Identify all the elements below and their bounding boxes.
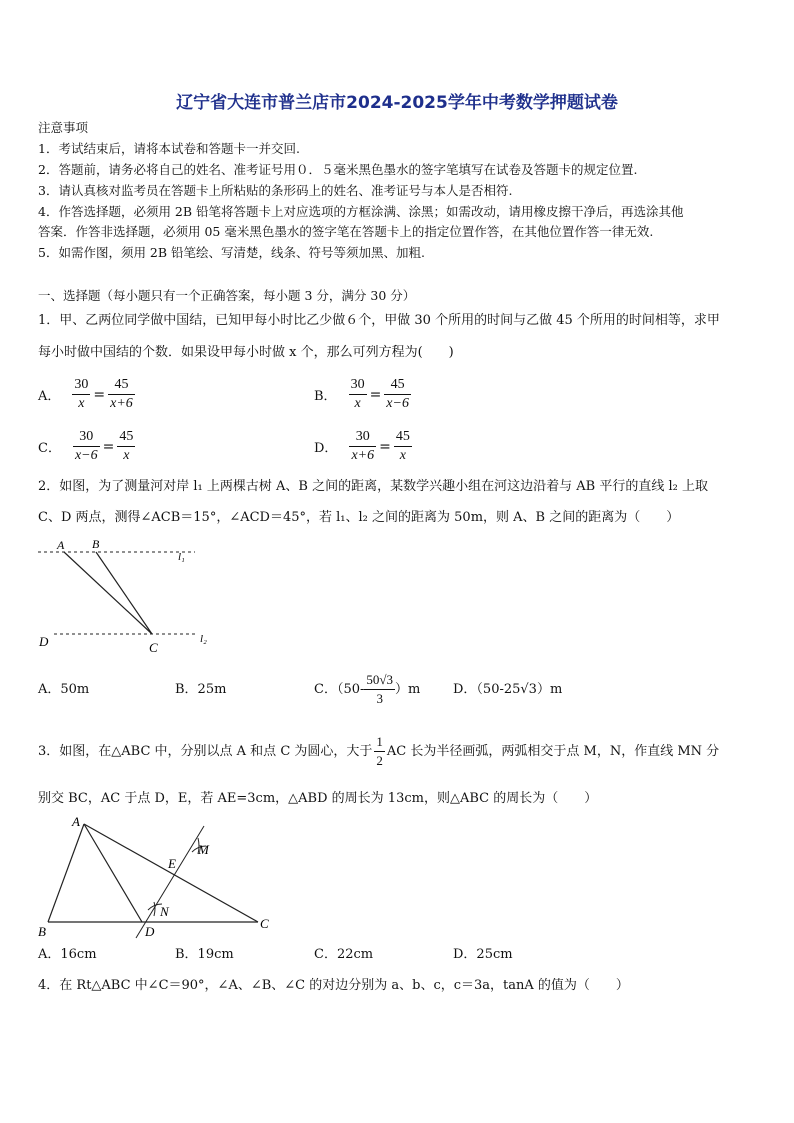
segment-ac bbox=[64, 552, 152, 634]
fraction: $\frac{30}{x}$ bbox=[74, 377, 89, 411]
option-label: D． bbox=[314, 441, 338, 456]
option-label: B． bbox=[314, 389, 337, 404]
q1-option-c: C． $\frac{30}{x-6}$ = $\frac{45}{x}$ bbox=[38, 429, 134, 463]
fraction: $\frac{30}{x}$ bbox=[350, 377, 365, 411]
line-l1-label: l₁ bbox=[178, 551, 185, 563]
point-b-label: B bbox=[38, 924, 46, 939]
point-e-label: E bbox=[168, 856, 176, 871]
point-c-label: C bbox=[149, 640, 158, 655]
option-label: C． bbox=[38, 441, 61, 456]
q3-option-c: C．22cm bbox=[314, 947, 374, 962]
q3-option-b: B．19cm bbox=[175, 947, 234, 962]
line-mn bbox=[136, 826, 204, 938]
question-3-line-2: 别交 BC，AC 于点 D，E，若 AE=3cm，△ABD 的周长为 13cm，则△ABC 的周长为（ ） bbox=[38, 791, 598, 806]
segment-bc bbox=[96, 552, 152, 634]
notice-heading: 注意事项 bbox=[38, 120, 89, 135]
q3-option-a: A．16cm bbox=[38, 947, 97, 962]
q2-option-d: D．（50-25√3）m bbox=[453, 682, 563, 697]
q3-option-d: D．25cm bbox=[453, 947, 513, 962]
q1-option-a: A． $\frac{30}{x}$ = $\frac{45}{x+6}$ bbox=[38, 377, 133, 411]
point-b-label: B bbox=[92, 537, 100, 551]
q2-option-b: B．25m bbox=[175, 682, 227, 697]
fraction: $\frac{45}{x}$ bbox=[119, 429, 134, 463]
q1-option-d: D． $\frac{30}{x+6}$ = $\frac{45}{x}$ bbox=[314, 429, 410, 463]
question-2-line-2: C、D 两点，测得∠ACB＝15°，∠ACD＝45°，若 l₁、l₂ 之间的距离为 50m，则 A、B 之间的距离为（ ） bbox=[38, 510, 680, 525]
notice-item: 5．如需作图，须用 2B 铅笔绘、写清楚，线条、符号等须加黑、加粗. bbox=[38, 245, 426, 260]
point-c-label: C bbox=[260, 916, 269, 931]
river-figure bbox=[30, 536, 230, 658]
question-1-line-1: 1．甲、乙两位同学做中国结，已知甲每小时比乙少做６个，甲做 30 个所用的时间与乙做 45 个所用的时间相等，求甲 bbox=[38, 313, 720, 328]
notice-item: 3．请认真核对监考员在答题卡上所粘贴的条形码上的姓名、准考证号与本人是否相符. bbox=[38, 183, 513, 198]
question-3-line-1: 3．如图，在△ABC 中，分别以点 A 和点 C 为圆心，大于 $\frac{1}{2}$ AC 长为半径画弧，两弧相交于点 M，N，作直线 MN 分 bbox=[38, 734, 720, 768]
question-2-line-1: 2．如图，为了测量河对岸 l₁ 上两棵古树 A、B 之间的距离，某数学兴趣小组在河这边沿着与 AB 平行的直线 l₂ 上取 bbox=[38, 479, 708, 494]
notice-item: 4．作答选择题，必须用 2B 铅笔将答题卡上对应选项的方框涂满、涂黑；如需改动，请用橡皮擦干净后，再选涂其他 bbox=[38, 204, 684, 219]
page-title: 辽宁省大连市普兰店市2024-2025学年中考数学押题试卷 bbox=[176, 93, 618, 113]
triangle-figure bbox=[32, 812, 282, 942]
section-heading: 一、选择题（每小题只有一个正确答案，每小题 3 分，满分 30 分） bbox=[38, 288, 416, 303]
point-n-label: N bbox=[160, 904, 169, 919]
line-l2-label: l₂ bbox=[200, 633, 207, 645]
fraction: $\frac{50√3}{3}$ bbox=[366, 672, 394, 706]
notice-item: 2．答题前，请务必将自己的姓名、准考证号用０．５毫米黑色墨水的签字笔填写在试卷及答题卡的规定位置. bbox=[38, 162, 638, 177]
point-d-label: D bbox=[145, 924, 155, 939]
q2-option-a: A．50m bbox=[38, 682, 90, 697]
fraction: $\frac{30}{x-6}$ bbox=[74, 429, 98, 463]
q1-option-b: B． $\frac{30}{x}$ = $\frac{45}{x-6}$ bbox=[314, 377, 409, 411]
side-ab bbox=[48, 824, 84, 922]
question-4-line-1: 4．在 Rt△ABC 中∠C＝90°，∠A、∠B、∠C 的对边分别为 a、b、c，c＝3a，tanA 的值为（ ） bbox=[38, 978, 629, 993]
segment-ad bbox=[84, 824, 142, 922]
notice-item: 1．考试结束后，请将本试卷和答题卡一并交回. bbox=[38, 141, 300, 156]
fraction: $\frac{30}{x+6}$ bbox=[351, 429, 375, 463]
side-ac bbox=[84, 824, 258, 922]
q2-option-c: C．（50- $\frac{50√3}{3}$ ）m bbox=[314, 672, 421, 706]
fraction: $\frac{45}{x+6}$ bbox=[110, 377, 133, 411]
fraction: $\frac{45}{x-6}$ bbox=[386, 377, 409, 411]
option-label: A． bbox=[38, 389, 61, 404]
point-a-label: A bbox=[57, 538, 65, 552]
question-1-line-2: 每小时做中国结的个数．如果设甲每小时做 x 个，那么可列方程为( ) bbox=[38, 345, 454, 360]
fraction: $\frac{45}{x}$ bbox=[395, 429, 410, 463]
fraction: $\frac{1}{2}$ bbox=[376, 734, 383, 768]
point-d-label: D bbox=[39, 634, 49, 649]
notice-item: 答案．作答非选择题，必须用 05 毫米黑色墨水的签字笔在答题卡上的指定位置作答，在其他位置作答一律无效. bbox=[38, 224, 654, 239]
point-a-label: A bbox=[72, 814, 80, 829]
point-m-label: M bbox=[198, 842, 209, 857]
